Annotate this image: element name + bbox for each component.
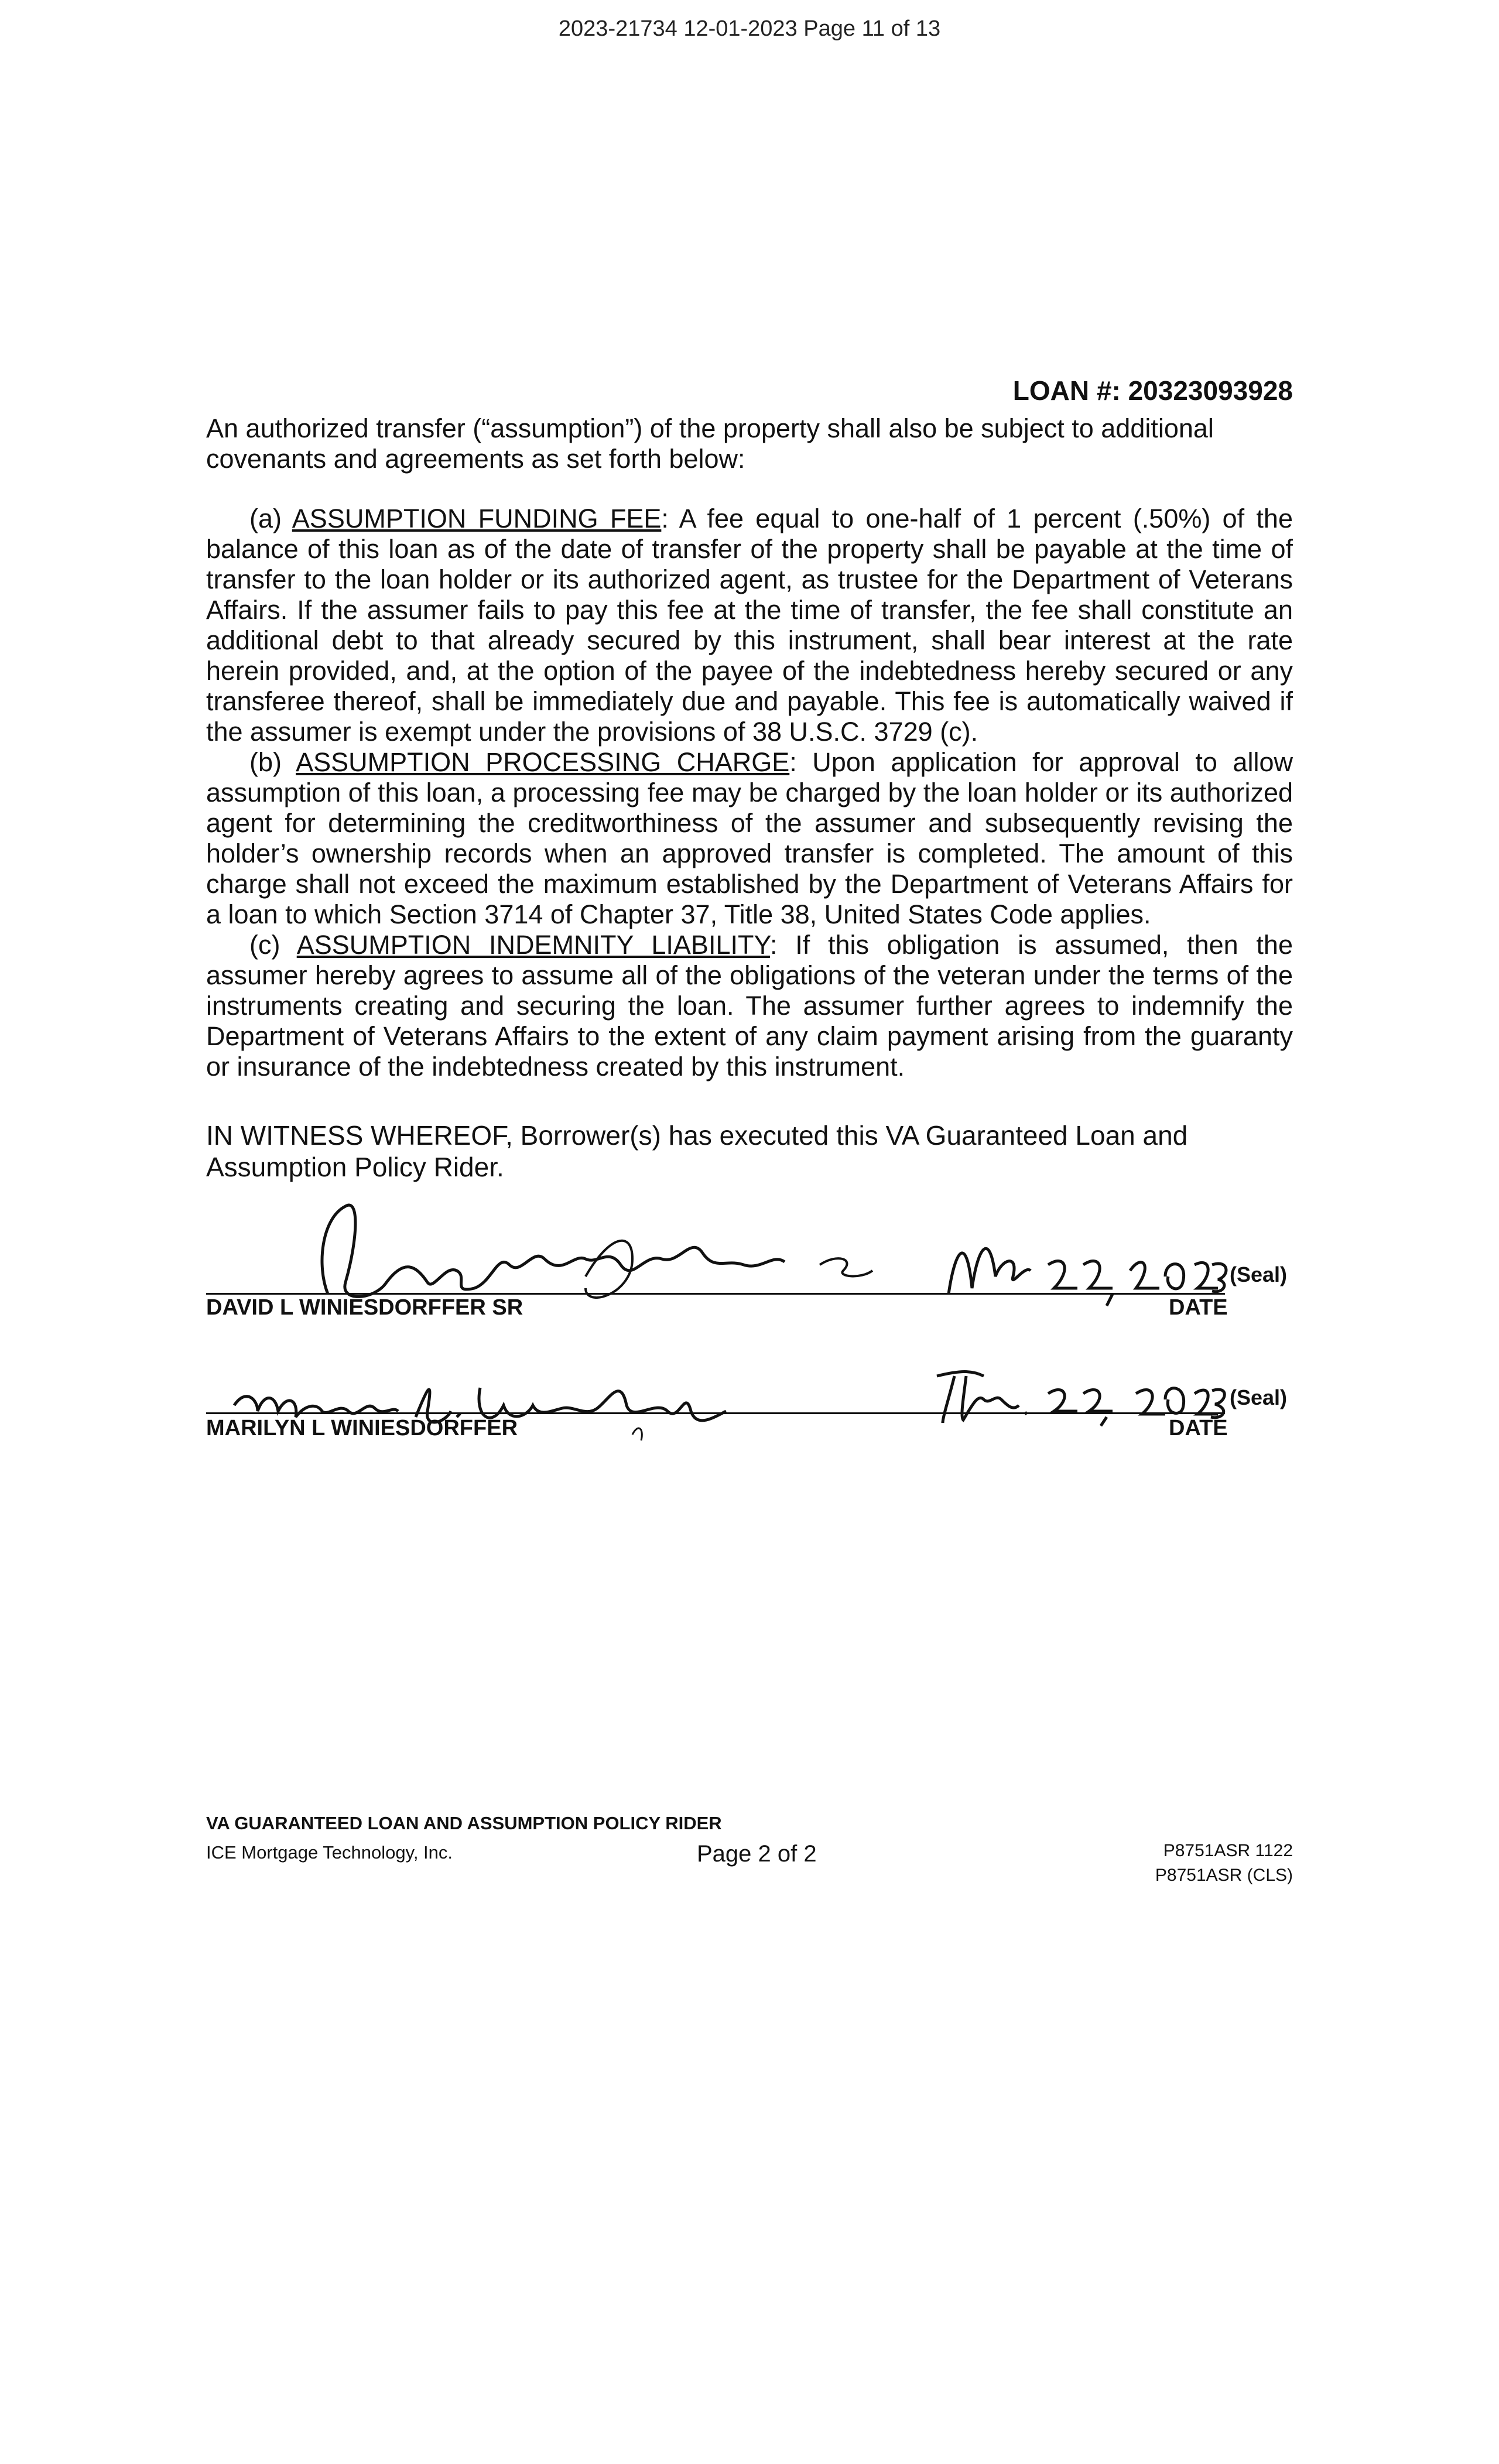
form-title: VA GUARANTEED LOAN AND ASSUMPTION POLICY RIDER xyxy=(206,1813,722,1833)
seal-label-david: (Seal) xyxy=(1230,1262,1288,1286)
signature-line-marilyn xyxy=(206,1412,1225,1414)
handwritten-date-david xyxy=(937,1206,1230,1300)
section-c-prefix: (c) xyxy=(249,930,297,960)
form-code-2: P8751ASR (CLS) xyxy=(1155,1866,1293,1885)
rider-sections xyxy=(206,504,1293,1082)
loan-number: LOAN #: 20323093928 xyxy=(1012,375,1293,406)
section-b xyxy=(206,747,1293,930)
section-c-text: : If this obligation is assumed, then the assumer hereby agrees to assume all of the obligations of the veteran under the terms of the instruments creating and securing the loan. The assumer further agrees to indemnify the Department of Veterans Affairs to the extent of any claim payment arising from the guaranty or insurance of the indebtedness created by this instrument. xyxy=(206,930,1293,1082)
date-scrawl-david xyxy=(937,1206,1230,1300)
signer-name-marilyn: MARILYN L WINIESDORFFER xyxy=(206,1416,518,1440)
recording-stamp: 2023-21734 12-01-2023 Page 11 of 13 xyxy=(558,16,941,41)
signature-line-david xyxy=(206,1293,1225,1295)
date-label-david: DATE xyxy=(1169,1295,1228,1320)
form-company: ICE Mortgage Technology, Inc. xyxy=(206,1842,453,1863)
section-b-prefix: (b) xyxy=(249,747,296,777)
section-b-heading: ASSUMPTION PROCESSING CHARGE xyxy=(296,747,790,777)
section-a xyxy=(206,504,1293,747)
form-code-1: P8751ASR 1122 xyxy=(1163,1841,1293,1860)
witness-statement: IN WITNESS WHEREOF, Borrower(s) has executed this VA Guaranteed Loan and Assumption Policy Rider. xyxy=(206,1120,1188,1182)
intro-paragraph: An authorized transfer (“assumption”) of the property shall also be subject to additional covenants and agreements as set forth below: xyxy=(206,413,1214,474)
section-c xyxy=(206,930,1293,1082)
section-a-text: : A fee equal to one-half of 1 percent (.50%) of the balance of this loan as of the date of transfer of the property shall be payable at the time of transfer to the loan holder or its authorized agent, as trustee for the Department of Veterans Affairs. If the assumer fails to pay this fee at the time of transfer, the fee shall constitute an additional debt to that already secured by this instrument, shall bear interest at the rate herein provided, and, at the option of the payee of the indebtedness hereby secured or any transferee thereof, shall be immediately due and payable. This fee is automatically waived if the assumer is exempt under the provisions of 38 U.S.C. 3729 (c). xyxy=(206,504,1293,747)
signer-name-david: DAVID L WINIESDORFFER SR xyxy=(206,1295,523,1320)
seal-label-marilyn: (Seal) xyxy=(1230,1385,1288,1409)
section-c-heading: ASSUMPTION INDEMNITY LIABILITY xyxy=(296,930,770,960)
date-label-marilyn: DATE xyxy=(1169,1416,1228,1440)
section-a-prefix: (a) xyxy=(249,504,292,533)
section-b-text: : Upon application for approval to allow assumption of this loan, a processing fee may be charged by the loan holder or its authorized agent for determining the creditworthiness of the assumer and subsequently revising the holder’s ownership records when an approved transfer is completed. The amount of this charge shall not exceed the maximum established by the Department of Veterans Affairs for a loan to which Section 3714 of Chapter 37, Title 38, United States Code applies. xyxy=(206,747,1293,929)
section-a-heading: ASSUMPTION FUNDING FEE xyxy=(292,504,662,533)
page-number: Page 2 of 2 xyxy=(697,1841,817,1867)
